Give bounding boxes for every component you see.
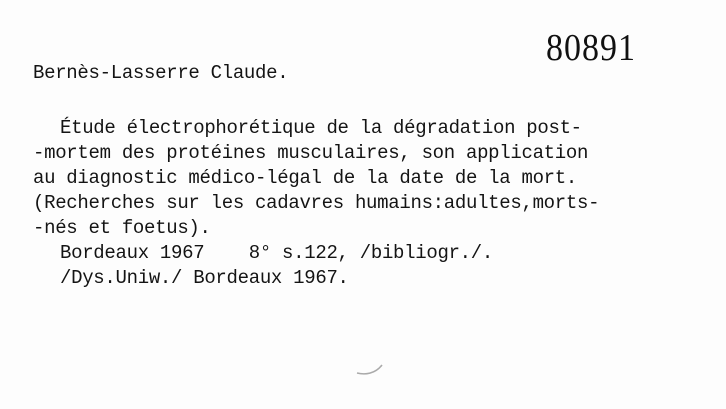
author-name: Bernès-Lasserre Claude.	[33, 62, 289, 84]
title-block	[33, 116, 703, 291]
thesis-note-line: /Dys.Uniw./ Bordeaux 1967.	[60, 267, 349, 289]
title-line-5: -nés et foetus).	[33, 217, 211, 239]
catalog-number: 80891	[546, 27, 636, 70]
title-line-3: au diagnostic médico-légal de la date de la mort.	[33, 167, 577, 189]
title-line-2: -mortem des protéines musculaires, son application	[33, 142, 589, 164]
title-line-4: (Recherches sur les cadavres humains:adultes,morts-	[33, 192, 600, 214]
title-line-1: Étude électrophorétique de la dégradation post-	[60, 117, 582, 139]
imprint-line: Bordeaux 1967 8° s.122, /bibliogr./.	[60, 242, 493, 264]
ink-mark-icon	[355, 362, 385, 376]
